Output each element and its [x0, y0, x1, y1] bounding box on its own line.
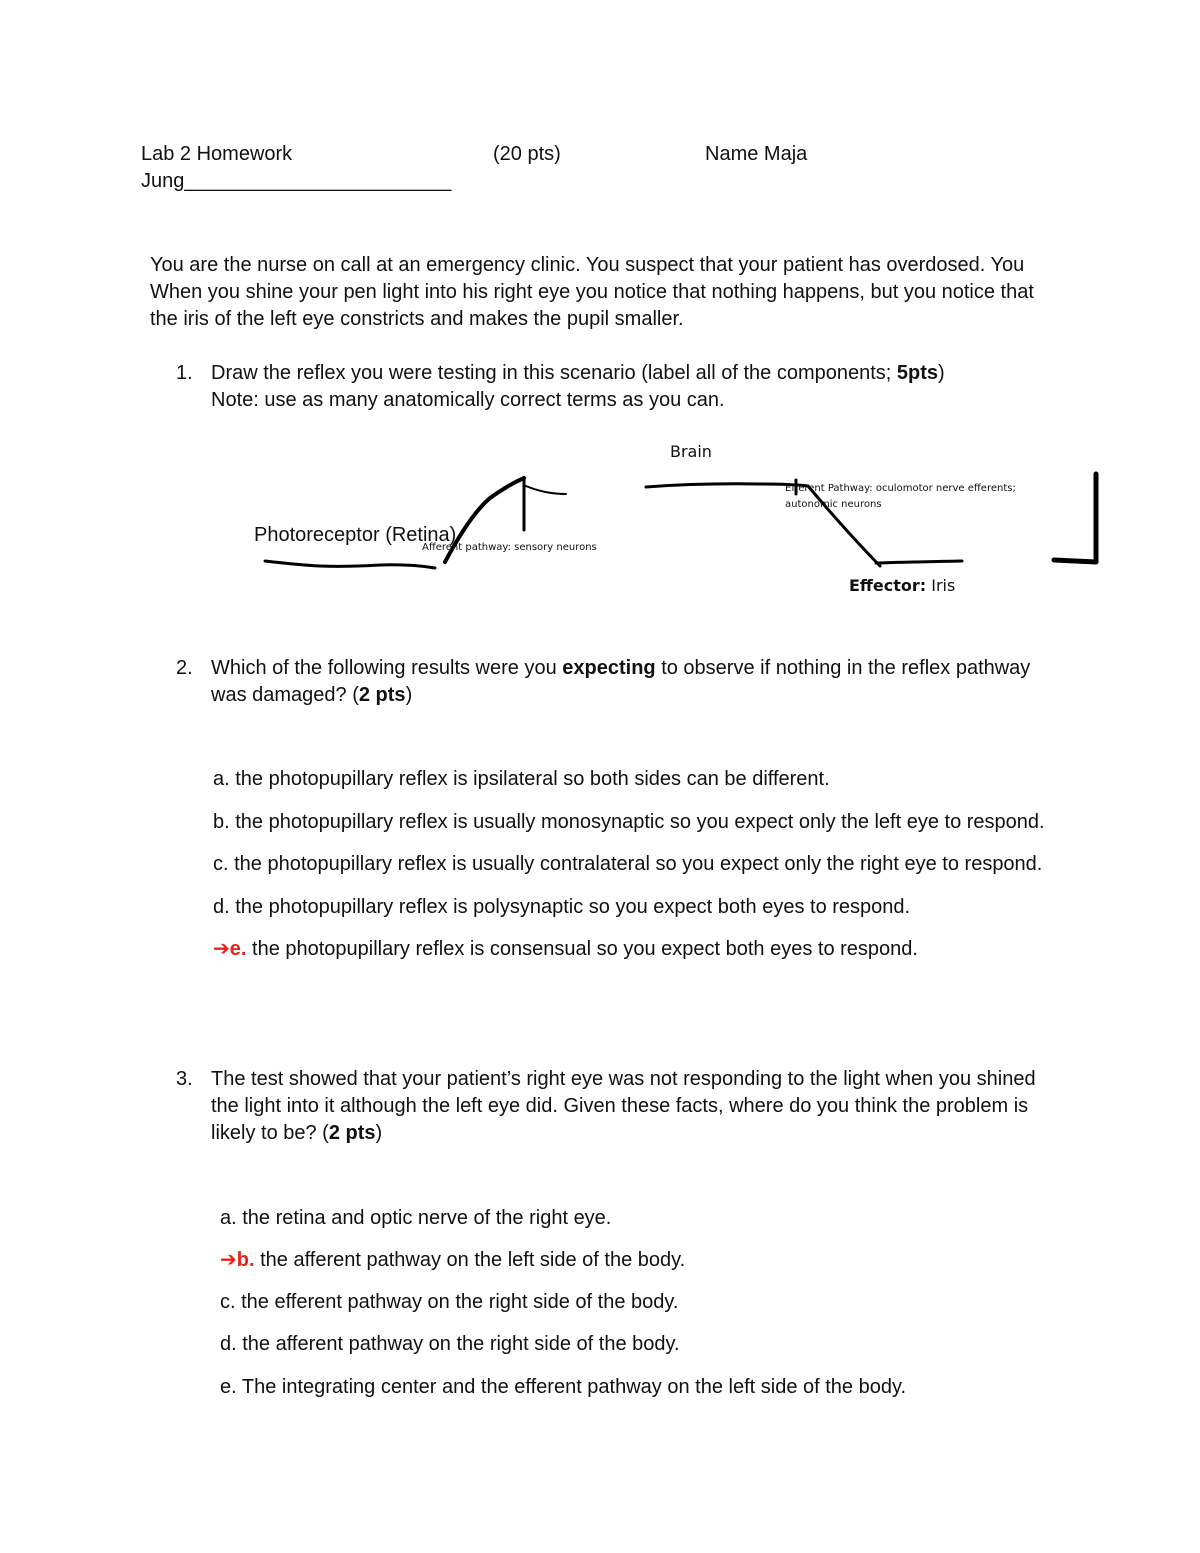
sensory-input-stroke — [265, 561, 435, 568]
effector-label: Effector: Iris — [849, 576, 956, 595]
q2-option-d: d. the photopupillary reflex is polysynaptic so you expect both eyes to respond. — [213, 896, 911, 918]
efferent-pathway-stroke — [808, 486, 880, 566]
effector-stroke — [876, 561, 962, 563]
question-1-prompt: Draw the reflex you were testing in this scenario (label all of the components; 5pts) — [211, 362, 945, 384]
photoreceptor-label: Photoreceptor (Retina) — [254, 524, 457, 546]
q2-option-b: b. the photopupillary reflex is usually monosynaptic so you expect only the left eye to respond. — [213, 811, 1045, 833]
question-3-prompt: The test showed that your patient’s right eye was not responding to the light when you shined — [211, 1068, 1036, 1090]
q3-option-e: e. The integrating center and the efferent pathway on the left side of the body. — [220, 1376, 907, 1398]
question-1-points: 5pts — [896, 362, 939, 384]
arrow-right-icon: ➔ — [220, 1249, 237, 1271]
question-number: 1. — [176, 362, 193, 384]
q2-option-a: a. the photopupillary reflex is ipsilateral so both sides can be different. — [213, 768, 830, 790]
question-3-points: 2 pts — [328, 1122, 376, 1144]
q2-option-e-selected: ➔e. the photopupillary reflex is consensual so you expect both eyes to respond. — [213, 938, 918, 960]
scenario-line: When you shine your pen light into his right eye you notice that nothing happens, but you notice that — [150, 281, 1034, 303]
q3-option-c: c. the efferent pathway on the right side of the body. — [220, 1291, 679, 1313]
q3-option-b-selected: ➔b. the afferent pathway on the left side of the body. — [220, 1249, 686, 1271]
student-name-continued: Jung________________________ — [141, 170, 452, 192]
question-1-note: Note: use as many anatomically correct terms as you can. — [211, 389, 725, 411]
q2-option-c: c. the photopupillary reflex is usually contralateral so you expect only the right eye to respond. — [213, 853, 1043, 875]
arrow-right-icon: ➔ — [213, 938, 230, 960]
efferent-label: Efferent Pathway: oculomotor nerve efferents; — [785, 483, 1016, 494]
bracket-stroke — [1054, 474, 1096, 562]
student-name-label: Name Maja — [705, 143, 808, 165]
q3-option-a: a. the retina and optic nerve of the right eye. — [220, 1207, 612, 1229]
afferent-end-stroke — [526, 486, 566, 494]
integrating-center-stroke — [646, 484, 808, 487]
brain-label: Brain — [670, 442, 712, 461]
efferent-label-cont: autonomic neurons — [785, 499, 882, 510]
afferent-label: Afferent pathway: sensory neurons — [422, 542, 597, 553]
q3-option-d: d. the afferent pathway on the right side of the body. — [220, 1333, 680, 1355]
question-number: 2. — [176, 657, 193, 679]
assignment-title: Lab 2 Homework — [141, 143, 293, 165]
question-number: 3. — [176, 1068, 193, 1090]
question-2-points: 2 pts — [358, 684, 406, 706]
total-points: (20 pts) — [493, 143, 561, 165]
question-2-prompt: Which of the following results were you expecting to observe if nothing in the reflex pathway — [211, 657, 1031, 679]
scenario-line: You are the nurse on call at an emergency clinic. You suspect that your patient has overdosed. You — [150, 254, 1025, 276]
reflex-arc-drawing — [0, 0, 1200, 620]
scenario-line: the iris of the left eye constricts and makes the pupil smaller. — [150, 308, 684, 330]
